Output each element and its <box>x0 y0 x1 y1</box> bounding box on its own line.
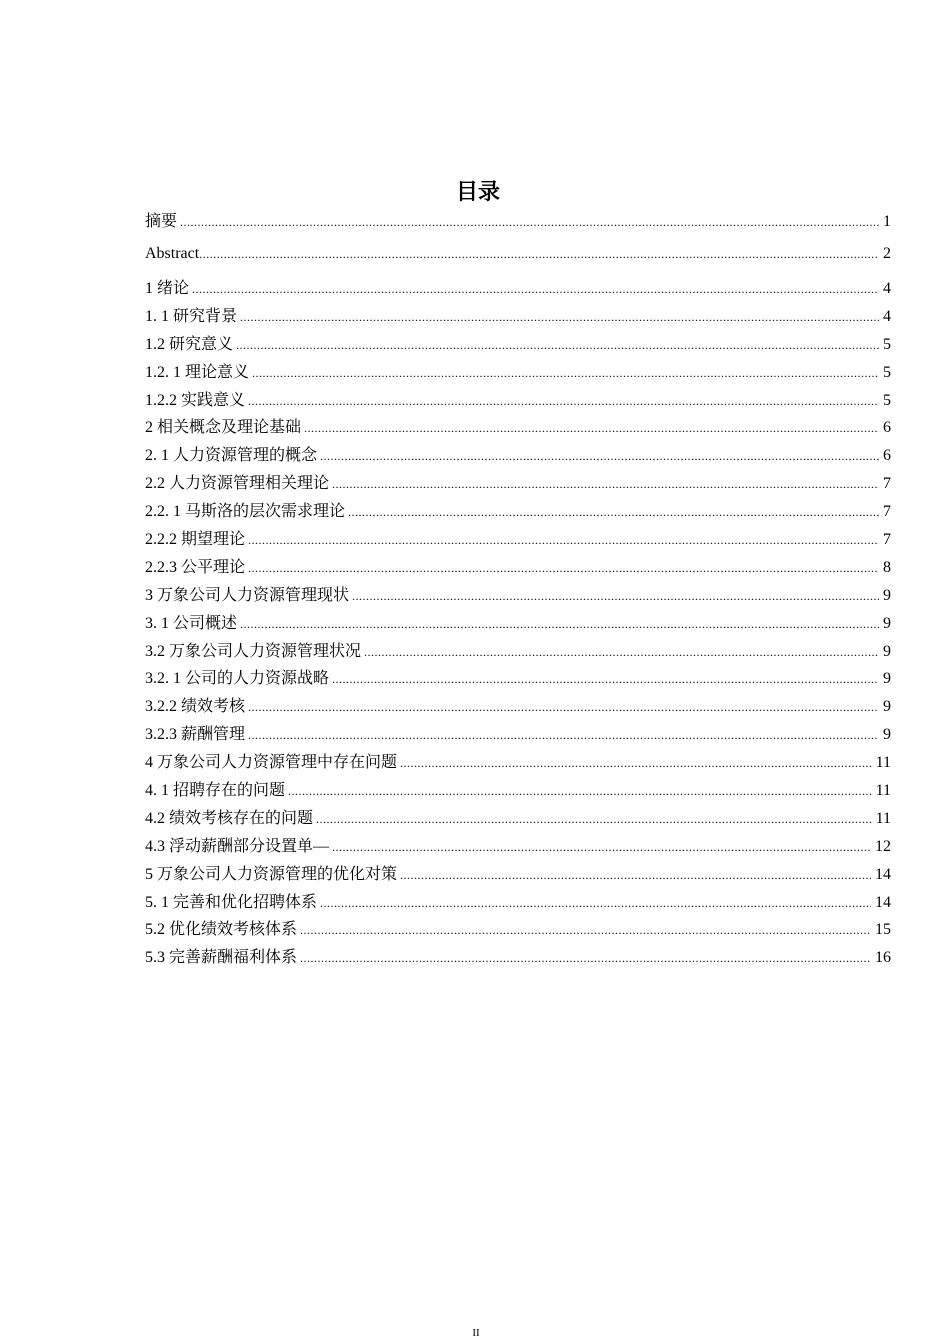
toc-entry-label: 2.2 人力资源管理相关理论 <box>145 475 330 493</box>
toc-entry-page: 5 <box>883 335 891 353</box>
toc-entry-page: 16 <box>875 949 891 967</box>
toc-entry[interactable] <box>145 582 891 610</box>
toc-entry-label: 4 万象公司人力资源管理中存在问题 <box>145 754 398 772</box>
toc-entry[interactable] <box>145 442 891 470</box>
dot-leader <box>332 471 879 499</box>
toc-entry-page: 14 <box>875 865 891 883</box>
dot-leader <box>320 890 871 918</box>
toc-entry[interactable] <box>145 721 891 749</box>
toc-entry-label: 2.2.3 公平理论 <box>145 558 246 576</box>
dot-leader <box>400 862 871 890</box>
dot-leader <box>248 694 879 722</box>
toc-entry-label: 4. 1 招聘存在的问题 <box>145 782 286 800</box>
toc-entry-page: 6 <box>883 447 891 465</box>
page-number: II <box>472 1327 480 1339</box>
toc-entry-page: 9 <box>883 698 891 716</box>
dot-leader <box>248 555 879 583</box>
toc-entry-label: 3.2.2 绩效考核 <box>145 698 246 716</box>
toc-entry-label: 3.2.3 薪酬管理 <box>145 726 246 744</box>
toc-entry[interactable] <box>145 359 891 387</box>
toc-entry-label: 2 相关概念及理论基础 <box>145 419 302 437</box>
toc-entry[interactable] <box>145 240 891 275</box>
toc-entry-page: 9 <box>883 726 891 744</box>
dot-leader <box>304 415 879 443</box>
toc-entry[interactable] <box>145 498 891 526</box>
toc-entry-page: 4 <box>883 280 891 297</box>
toc-entry[interactable] <box>145 861 891 889</box>
toc-entry-page: 9 <box>883 670 891 688</box>
dot-leader <box>364 639 879 667</box>
toc-entry-label: 3.2 万象公司人力资源管理状况 <box>145 642 362 660</box>
toc-entry[interactable] <box>145 944 891 972</box>
dot-leader <box>236 332 879 360</box>
dot-leader <box>240 611 879 639</box>
dot-leader <box>300 945 871 973</box>
toc-entry-label: 3 万象公司人力资源管理现状 <box>145 586 350 604</box>
toc-entry[interactable] <box>145 414 891 442</box>
dot-leader <box>288 778 872 806</box>
toc-entry-label: 5.3 完善薪酬福利体系 <box>145 949 298 967</box>
toc-entry-page: 5 <box>883 363 891 381</box>
toc-entry-label: 1 绪论 <box>145 280 190 297</box>
dot-leader <box>320 443 879 471</box>
toc-entry-label: 1.2 研究意义 <box>145 335 234 353</box>
dot-leader <box>248 722 879 750</box>
toc-entry-label: Abstract <box>145 245 200 262</box>
dot-leader <box>240 304 879 332</box>
table-of-contents <box>145 208 891 972</box>
dot-leader <box>316 806 872 834</box>
toc-entry[interactable] <box>145 303 891 331</box>
dot-leader <box>332 666 879 694</box>
toc-entry[interactable] <box>145 693 891 721</box>
toc-entry[interactable] <box>145 889 891 917</box>
toc-entry[interactable] <box>145 526 891 554</box>
toc-entry-page: 6 <box>883 419 891 437</box>
toc-entry-label: 3. 1 公司概述 <box>145 614 238 632</box>
toc-title: 目录 <box>455 180 500 205</box>
toc-entry-label: 1. 1 研究背景 <box>145 307 238 325</box>
dot-leader <box>192 276 879 304</box>
toc-entry[interactable] <box>145 470 891 498</box>
toc-entry[interactable] <box>145 777 891 805</box>
toc-entry[interactable] <box>145 208 891 240</box>
toc-entry-page: 11 <box>875 809 891 827</box>
toc-entry-label: 5 万象公司人力资源管理的优化对策 <box>145 865 398 883</box>
toc-entry-label: 摘要 <box>145 213 178 230</box>
dot-leader <box>252 360 879 388</box>
toc-entry-page: 7 <box>883 475 891 493</box>
toc-entry[interactable] <box>145 916 891 944</box>
toc-entry-page: 8 <box>883 558 891 576</box>
toc-entry[interactable] <box>145 331 891 359</box>
toc-entry-page: 7 <box>883 531 891 549</box>
toc-entry-page: 15 <box>875 921 891 939</box>
dot-leader <box>348 499 879 527</box>
toc-entry[interactable] <box>145 610 891 638</box>
dot-leader <box>180 208 879 236</box>
toc-entry-page: 7 <box>883 503 891 521</box>
toc-entry-page: 11 <box>875 754 891 772</box>
toc-entry-label: 5.2 优化绩效考核体系 <box>145 921 298 939</box>
dot-leader <box>248 527 879 555</box>
dot-leader <box>199 240 879 268</box>
toc-entry[interactable] <box>145 805 891 833</box>
toc-entry-page: 11 <box>875 782 891 800</box>
toc-entry-page: 9 <box>883 614 891 632</box>
toc-entry-label: 4.2 绩效考核存在的问题 <box>145 809 314 827</box>
dot-leader <box>352 583 879 611</box>
toc-entry-label: 3.2. 1 公司的人力资源战略 <box>145 670 330 688</box>
toc-entry-page: 9 <box>883 642 891 660</box>
toc-entry[interactable] <box>145 638 891 666</box>
toc-entry-label: 1.2.2 实践意义 <box>145 391 246 409</box>
toc-entry[interactable] <box>145 275 891 303</box>
toc-entry-page: 5 <box>883 391 891 409</box>
toc-entry[interactable] <box>145 665 891 693</box>
toc-entry-page: 9 <box>883 586 891 604</box>
toc-entry[interactable] <box>145 833 891 861</box>
toc-entry-label: 2.2.2 期望理论 <box>145 531 246 549</box>
toc-entry-page: 2 <box>883 245 891 262</box>
dot-leader <box>248 388 879 416</box>
dot-leader <box>400 750 872 778</box>
toc-entry-label: 2.2. 1 马斯洛的层次需求理论 <box>145 503 346 521</box>
toc-entry[interactable] <box>145 387 891 415</box>
dot-leader <box>300 917 871 945</box>
toc-entry-page: 1 <box>883 213 891 230</box>
toc-entry-label: 5. 1 完善和优化招聘体系 <box>145 893 318 911</box>
toc-entry-label: 1.2. 1 理论意义 <box>145 363 250 381</box>
toc-entry-label: 4.3 浮动薪酬部分设置单— <box>145 837 330 855</box>
toc-entry[interactable] <box>145 749 891 777</box>
toc-entry-label: 2. 1 人力资源管理的概念 <box>145 447 318 465</box>
toc-entry-page: 12 <box>875 837 891 855</box>
toc-entry-page: 14 <box>875 893 891 911</box>
toc-entry-page: 4 <box>883 307 891 325</box>
toc-entry[interactable] <box>145 554 891 582</box>
dot-leader <box>332 834 871 862</box>
